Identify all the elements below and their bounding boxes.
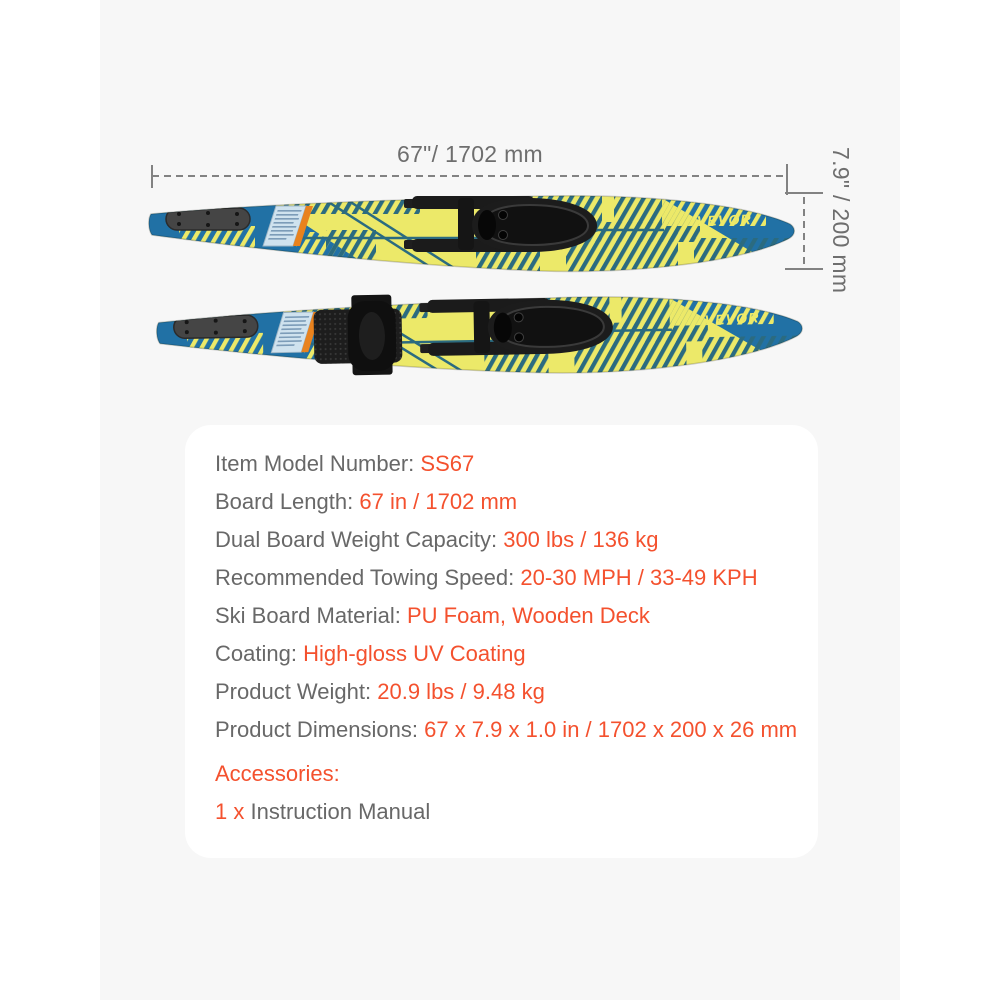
- length-dimension-tick-left: [151, 165, 153, 188]
- spec-value: PU Foam, Wooden Deck: [406, 603, 650, 628]
- spec-row-towing-speed: [215, 559, 792, 597]
- spec-label: Product Dimensions:: [215, 717, 418, 742]
- brand-logo-ski-top: VEVOR: [696, 211, 753, 229]
- spec-row-material: [215, 597, 792, 635]
- spec-row-model: [215, 445, 792, 483]
- spec-row-coating: [215, 635, 792, 673]
- spec-row-dimensions: [215, 711, 798, 749]
- skis-illustration: [140, 186, 805, 398]
- accessories-item-name: Instruction Manual: [250, 799, 431, 824]
- accessories-heading: Accessories:: [215, 761, 340, 786]
- spec-label: Product Weight:: [215, 679, 372, 704]
- length-dimension-label: 67"/ 1702 mm: [396, 141, 543, 167]
- ski-bottom-rear-binding: [313, 294, 402, 376]
- ski-bottom: [143, 275, 805, 398]
- spec-label: Dual Board Weight Capacity:: [215, 527, 498, 552]
- spec-value: 20.9 lbs / 9.48 kg: [377, 679, 545, 704]
- spec-label: Ski Board Material:: [215, 603, 401, 628]
- spec-row-weight-capacity: [215, 521, 792, 559]
- ski-top: [140, 186, 805, 293]
- length-dimension-line: [152, 175, 788, 177]
- spec-label: Board Length:: [215, 489, 354, 514]
- spec-label: Item Model Number:: [215, 451, 415, 476]
- accessories-item: [215, 793, 792, 831]
- accessories-qty: 1 x: [215, 799, 245, 824]
- spec-label: Coating:: [215, 641, 297, 666]
- specs-card: [185, 425, 818, 858]
- spec-value: 300 lbs / 136 kg: [503, 527, 659, 552]
- spec-value: 67 x 7.9 x 1.0 in / 1702 x 200 x 26 mm: [424, 717, 798, 742]
- spec-row-board-length: [215, 483, 792, 521]
- spec-value: 67 in / 1702 mm: [359, 489, 518, 514]
- width-dimension-label: 7.9" / 200 mm: [828, 147, 854, 294]
- brand-logo-ski-bottom: VEVOR: [704, 309, 760, 329]
- spec-row-product-weight: [215, 673, 792, 711]
- spec-value: SS67: [420, 451, 475, 476]
- spec-label: Recommended Towing Speed:: [215, 565, 515, 590]
- spec-value: 20-30 MPH / 33-49 KPH: [520, 565, 758, 590]
- spec-value: High-gloss UV Coating: [303, 641, 526, 666]
